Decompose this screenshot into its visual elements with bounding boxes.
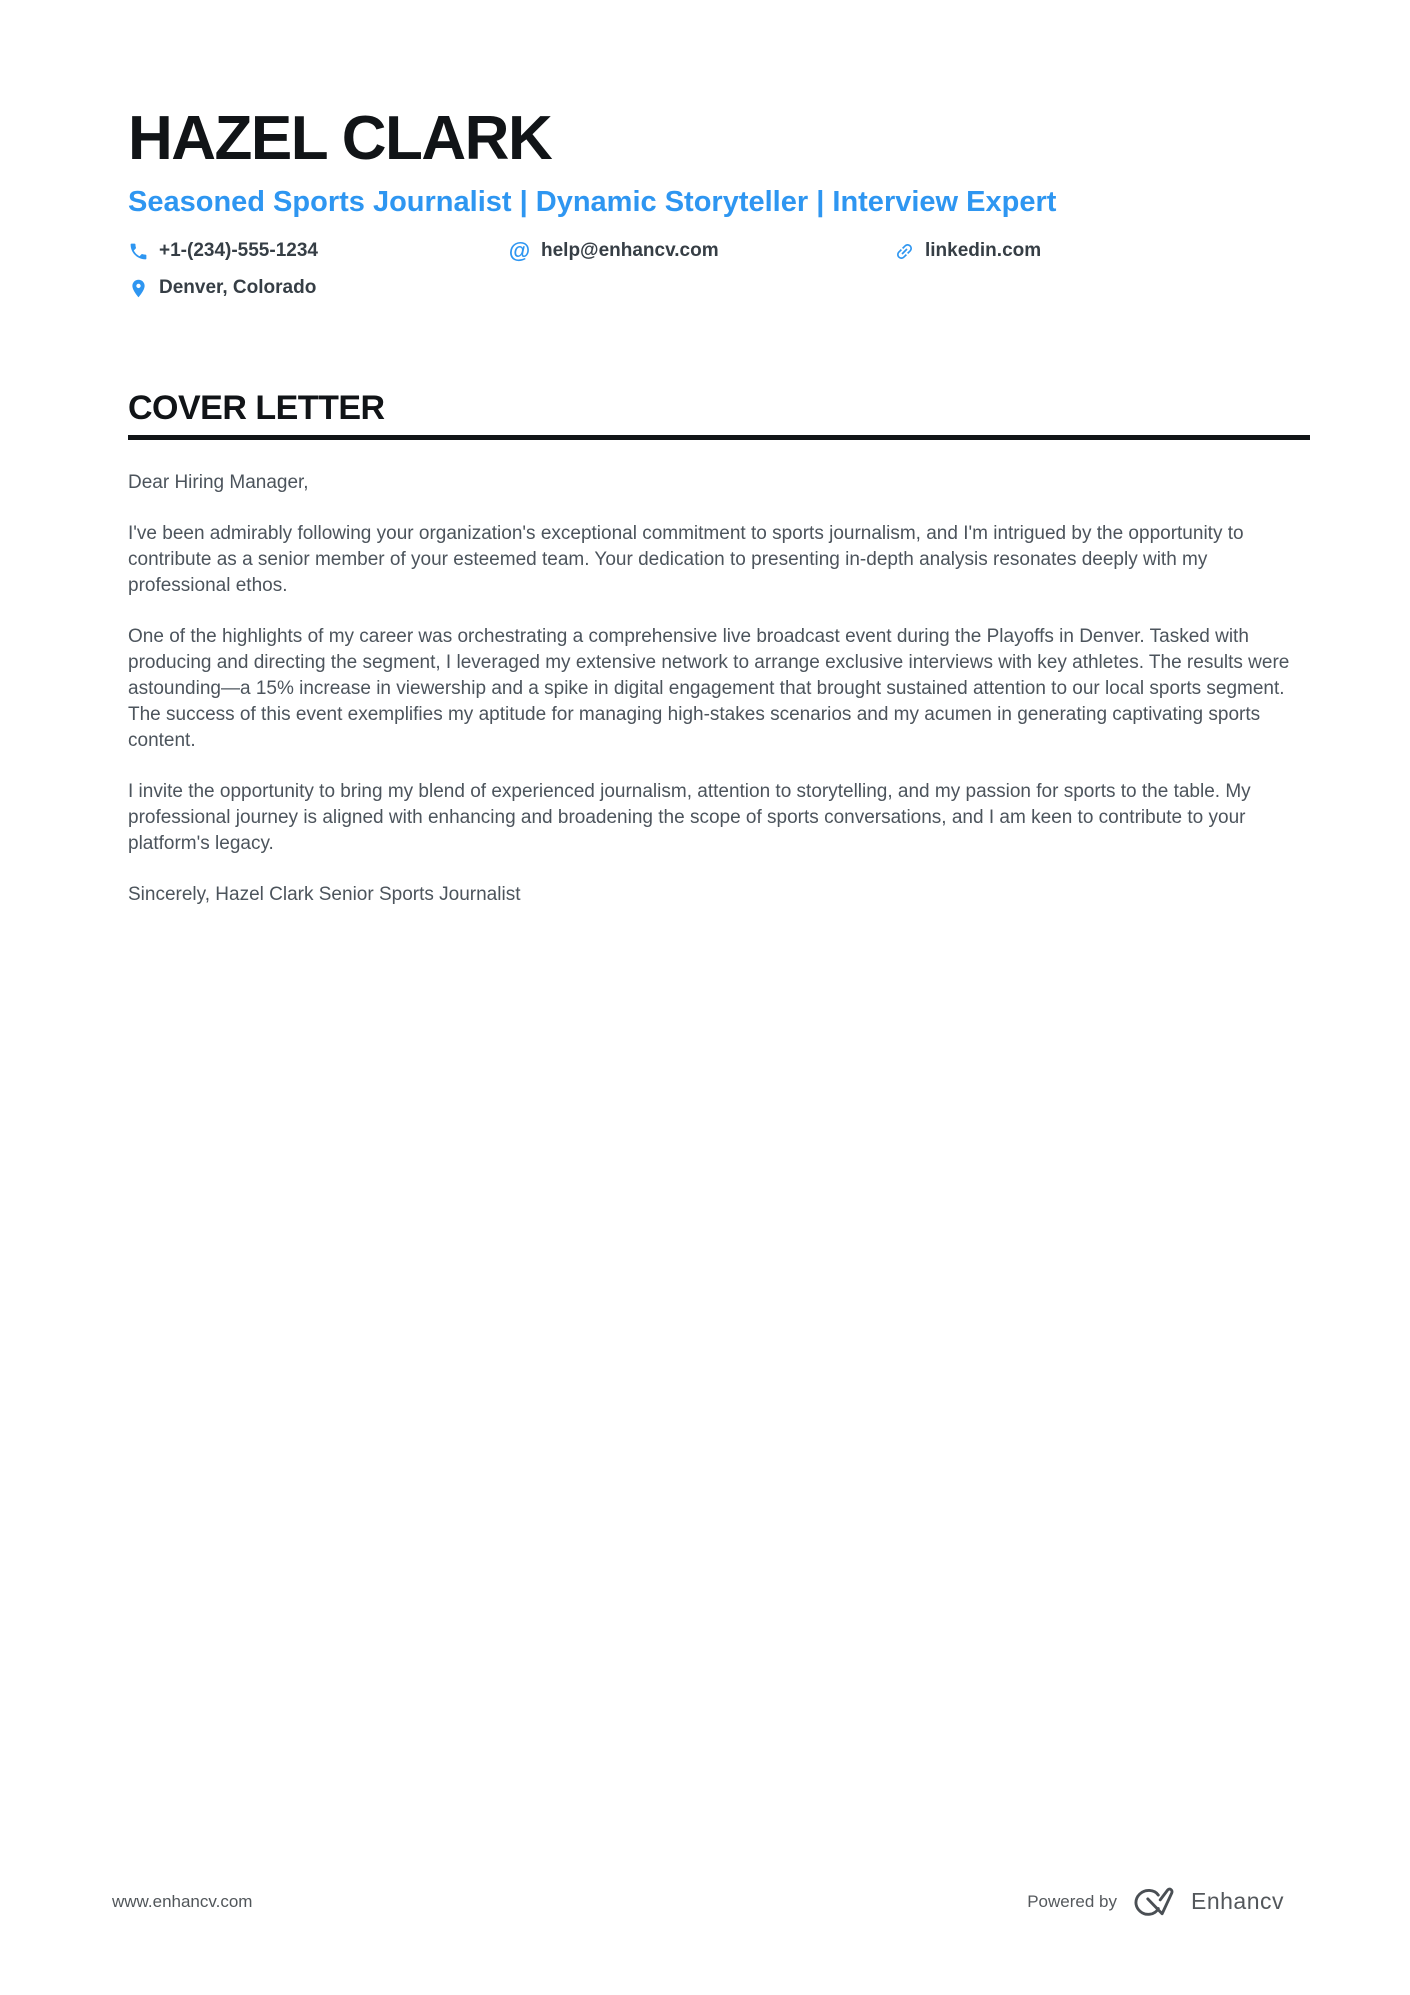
salutation: Dear Hiring Manager, xyxy=(128,472,309,493)
phone-number: +1-(234)-555-1234 xyxy=(159,240,318,261)
whitespace xyxy=(0,908,1410,1886)
phone-icon xyxy=(128,241,149,262)
website-link[interactable]: www.enhancv.com xyxy=(112,1891,253,1911)
contact-info xyxy=(128,236,1310,303)
letter-paragraph: One of the highlights of my career was orchestrating a comprehensive live broadcast event during the Playoffs in Denver. Tasked with producing and directing the segment, I leveraged my extensive network to arrange exclusive interviews with key athletes. The results were astounding—a 15% increase in viewership and a spike in digital engagement that brought sustained attention to our local sports segment. The success of this event exemplifies my aptitude for managing high-stakes scenarios and my acumen in generating captivating sports content. xyxy=(128,626,1290,751)
brand-name[interactable]: Enhancv xyxy=(1190,1888,1284,1914)
enhancv-logo-icon[interactable] xyxy=(1132,1886,1176,1917)
at-icon: @ xyxy=(508,238,531,263)
letter-closing: Sincerely, Hazel Clark Senior Sports Journalist xyxy=(128,884,521,905)
person-name: HAZEL CLARK xyxy=(128,104,552,173)
letter-paragraph: I invite the opportunity to bring my blend of experienced journalism, attention to storytelling, and my passion for sports to the table. My professional journey is aligned with enhancing and broadening the scope of sports conversations, and I am keen to contribute to your platform's legacy. xyxy=(128,781,1251,854)
letter-body xyxy=(128,387,1310,908)
header xyxy=(128,104,1310,303)
location-icon xyxy=(128,278,149,299)
powered-by-label: Powered by xyxy=(1027,1891,1117,1911)
contact-linkedin[interactable] xyxy=(894,236,1310,266)
headline: Seasoned Sports Journalist | Dynamic Storyteller | Interview Expert xyxy=(128,186,1057,218)
contact-email[interactable] xyxy=(508,236,894,266)
section-title: COVER LETTER xyxy=(128,387,1310,440)
powered-by xyxy=(1027,1886,1284,1917)
link-icon xyxy=(890,236,920,266)
contact-phone xyxy=(128,236,508,266)
location-text: Denver, Colorado xyxy=(159,277,317,298)
letter-paragraph: I've been admirably following your organization's exceptional commitment to sports journalism, and I'm intrigued by the opportunity to contribute as a senior member of your esteemed team. Your dedication to presenting in-depth analysis resonates deeply with my professional ethos. xyxy=(128,523,1244,596)
footer xyxy=(0,1886,1410,1917)
email-address[interactable]: help@enhancv.com xyxy=(541,240,719,261)
contact-location xyxy=(128,273,508,303)
linkedin-url[interactable]: linkedin.com xyxy=(925,240,1042,261)
